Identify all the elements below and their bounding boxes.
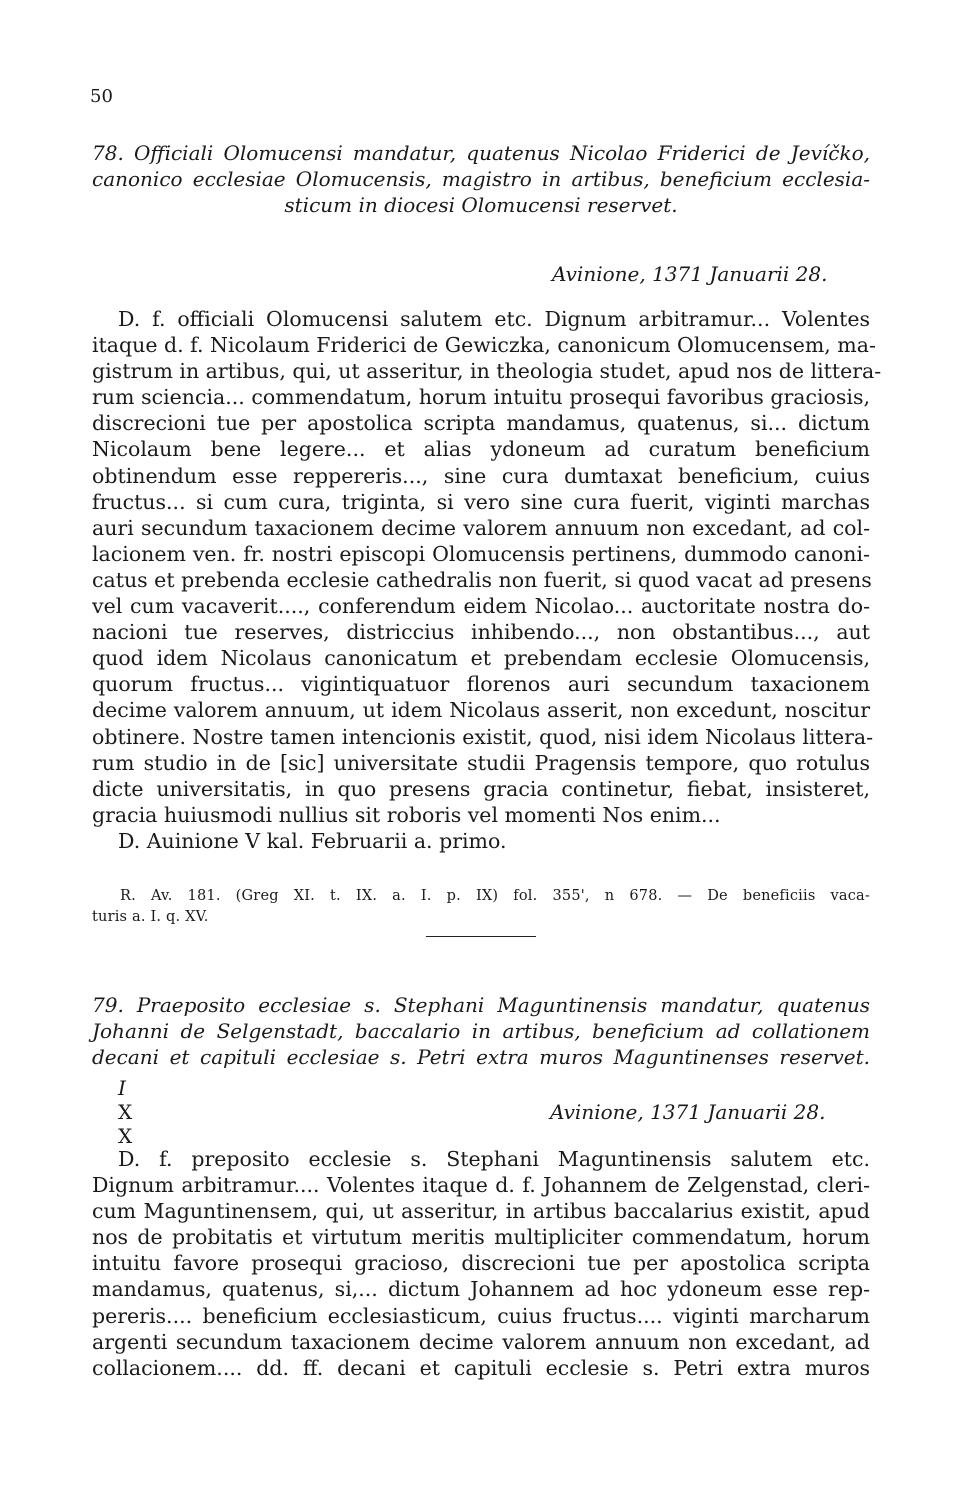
text-line: itaque d. f. Nicolaum Friderici de Gewiczka, canonicum Olomucensem, ma- (92, 333, 876, 358)
text-line: pereris.... beneficium ecclesiasticum, cuius fructus.... viginti marcharum (92, 1303, 870, 1328)
entry-78-heading (92, 140, 870, 218)
text-line: collacionem.... dd. ff. decani et capituli ecclesie s. Petri extra muros (92, 1355, 870, 1380)
entry-79-heading (92, 992, 870, 1070)
text-line: rum studio in de [sic] universitate studii Pragensis tempore, quo rotulus (92, 750, 870, 775)
text-line: cum Maguntinensem, qui, ut asseritur, in artibus baccalarius existit, apud (92, 1199, 870, 1224)
text-line: quod idem Nicolaus canonicatum et prebendam ecclesie Olomucensis, (92, 646, 870, 671)
text-line: rum sciencia... commendatum, horum intuitu prosequi favoribus graciosis, (92, 385, 870, 410)
footnote-line: turis a. I. q. XV. (92, 909, 209, 925)
entry-79-text (92, 1146, 870, 1381)
page-number: 50 (90, 86, 113, 107)
text-line: argenti secundum taxacionem decime valorem annuum non excedant, ad (92, 1329, 870, 1354)
text-line: Dignum arbitramur.... Volentes itaque d. f. Johannem de Zelgenstad, cleri- (92, 1173, 870, 1198)
entry-79-heading-line: decani et capituli ecclesiae s. Petri extra muros Maguntinenses reservet. (92, 1045, 870, 1069)
margin-mark: X (118, 1100, 133, 1124)
text-line: discrecioni tue per apostolica scripta mandamus, quatenus, si... dictum (92, 411, 870, 436)
entry-79-heading-line: 79. Praeposito ecclesiae s. Stephani Maguntinensis mandatur, quatenus (92, 993, 870, 1017)
entry-78-heading-line: canonico ecclesiae Olomucensis, magistro in artibus, beneficium ecclesia- (92, 167, 870, 191)
section-divider (426, 936, 536, 937)
entry-79-heading-line: Johanni de Selgenstadt, baccalario in artibus, beneficium ad collationem (92, 1019, 870, 1043)
text-line: D. f. officiali Olomucensi salutem etc. Dignum arbitramur... Volentes (118, 307, 870, 331)
entry-78-dateline: Avinione, 1371 Januarii 28. (552, 262, 828, 286)
margin-mark: I (118, 1076, 126, 1100)
text-line: D. Auinione V kal. Februarii a. primo. (118, 828, 507, 853)
text-line: intuitu favore prosequi gracioso, discrecioni tue per apostolica scripta (92, 1251, 870, 1276)
entry-78-text (92, 306, 882, 854)
text-line: nos de probitatis et virtutum meritis multipliciter commendatum, horum (92, 1225, 870, 1250)
text-line: auri secundum taxacionem decime valorem annuum non excedant, ad col- (92, 515, 870, 540)
text-line: mandamus, quatenus, si,... dictum Johannem ad hoc ydoneum esse rep- (92, 1277, 870, 1302)
margin-mark: X (118, 1124, 133, 1148)
entry-78-footnote (92, 886, 870, 928)
text-line: obtinendum esse reppereris..., sine cura dumtaxat beneficium, cuius (92, 463, 870, 488)
text-line: nacioni tue reserves, districcius inhibendo..., non obstantibus..., aut (92, 620, 870, 645)
entry-78-heading-line: sticum in diocesi Olomucensi reservet. (284, 193, 678, 217)
text-line: gistrum in artibus, qui, ut asseritur, in theologia studet, apud nos de littera- (92, 359, 882, 384)
entry-78-heading-line: 78. Officiali Olomucensi mandatur, quatenus Nicolao Friderici de Jevíčko, (92, 141, 870, 165)
text-line: dicte universitatis, in quo presens gracia continetur, fiebat, insisteret, (92, 776, 870, 801)
text-line: obtinere. Nostre tamen intencionis existit, quod, nisi idem Nicolaus littera- (92, 724, 874, 749)
text-line: Nicolaum bene legere... et alias ydoneum ad curatum beneficium (92, 437, 870, 462)
text-line: gracia huiusmodi nullius sit roboris vel momenti Nos enim... (92, 802, 721, 827)
text-line: D. f. preposito ecclesie s. Stephani Maguntinensis salutem etc. (118, 1147, 870, 1171)
entry-79-dateline: Avinione, 1371 Januarii 28. (550, 1100, 826, 1124)
text-line: decime valorem annuum, ut idem Nicolaus asserit, non excedunt, noscitur (92, 698, 870, 723)
text-line: catus et prebenda ecclesie cathedralis non fuerit, si quod vacat ad presens (92, 567, 872, 592)
text-line: lacionem ven. fr. nostri episcopi Olomucensis pertinens, dummodo canoni- (92, 541, 870, 566)
text-line: quorum fructus... vigintiquatuor florenos auri secundum taxacionem (92, 672, 870, 697)
text-line: vel cum vacaverit...., conferendum eidem Nicolao... auctoritate nostra do- (92, 594, 870, 619)
footnote-line: R. Av. 181. (Greg XI. t. IX. a. I. p. IX) fol. 355', n 678. — De beneficiis vaca- (120, 888, 870, 904)
text-line: fructus... si cum cura, triginta, si vero sine cura fuerit, viginti marchas (92, 489, 870, 514)
